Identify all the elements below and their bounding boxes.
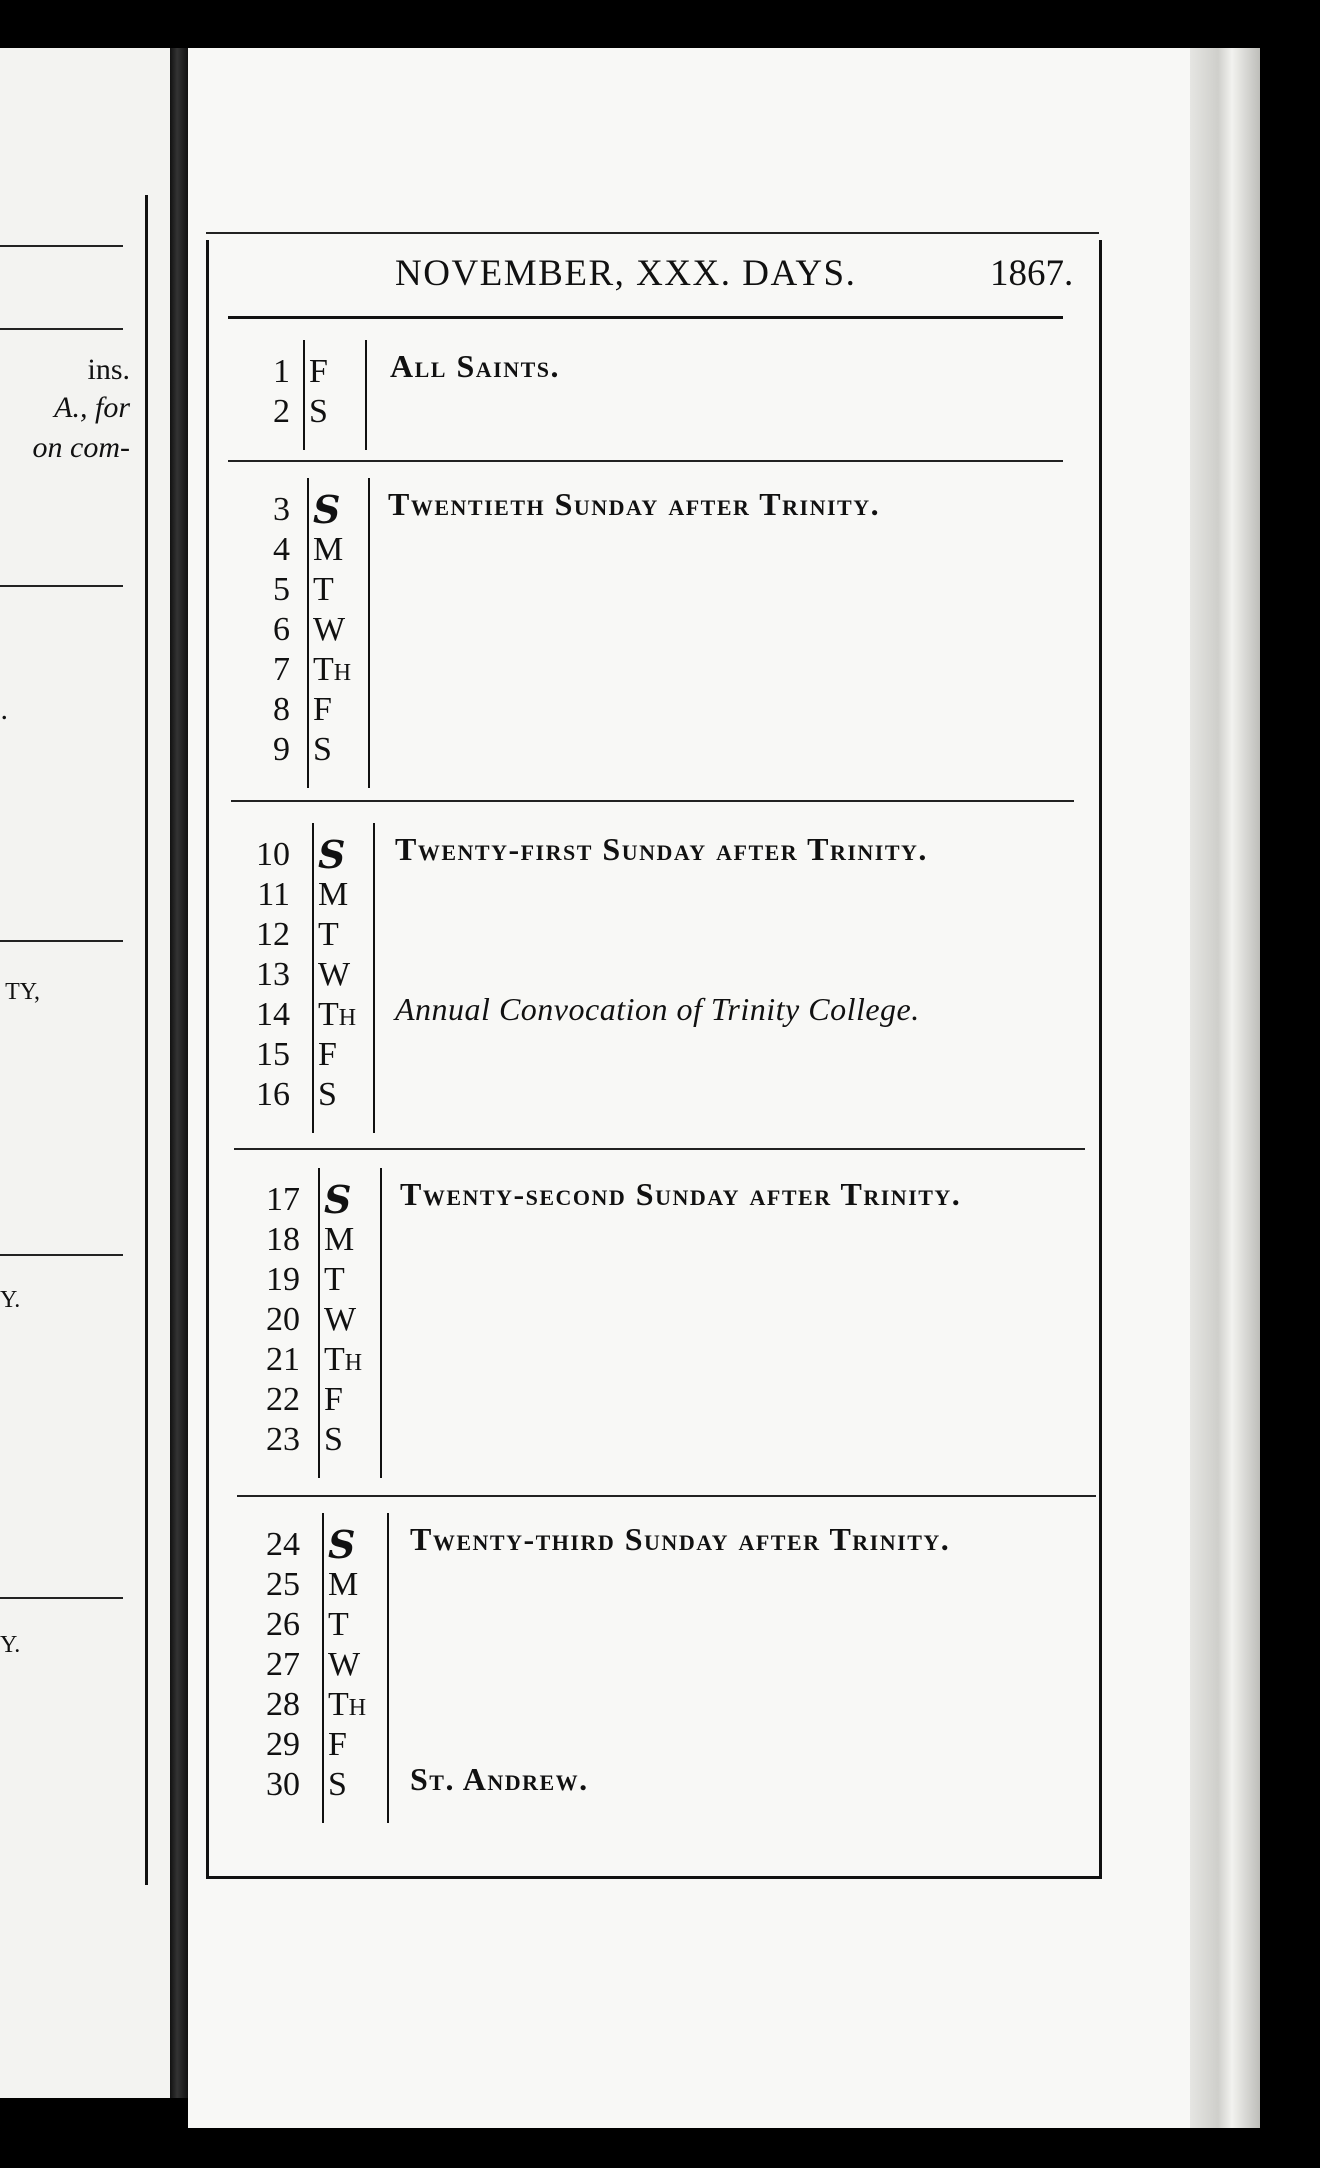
day-number: 4	[273, 531, 290, 568]
weekday-column-rule	[380, 1168, 382, 1478]
weekday-letter-suffix: H	[348, 1695, 367, 1721]
sunday-mark: S	[328, 1522, 356, 1567]
day-number: 28	[266, 1686, 300, 1723]
header-rule	[228, 316, 1063, 319]
weekday-letter: W	[318, 956, 351, 993]
day-number: 8	[273, 691, 290, 728]
weekday-letter-suffix: H	[344, 1350, 363, 1376]
weekday-letter: M	[313, 531, 344, 568]
feast-day-note: Twenty-first Sunday after Trinity.	[395, 831, 928, 867]
facing-page-text: TY,	[5, 979, 40, 1005]
weekday-letter: F	[328, 1726, 347, 1763]
weekday-letter: F	[313, 691, 332, 728]
day-number: 21	[266, 1341, 300, 1378]
week-divider-rule	[237, 1495, 1096, 1497]
weekday-letter: W	[324, 1301, 357, 1338]
calendar-event-note: Annual Convocation of Trinity College.	[395, 991, 920, 1027]
facing-page-rule	[0, 328, 123, 330]
week-divider-rule	[231, 800, 1074, 802]
weekday-letter: S	[324, 1421, 343, 1458]
day-number: 6	[273, 611, 290, 648]
facing-page-text: ins.	[87, 353, 130, 386]
facing-page-text: .	[0, 693, 8, 726]
date-column-rule	[318, 1168, 320, 1478]
facing-page-rule	[0, 940, 123, 942]
week-divider-rule	[234, 1148, 1085, 1150]
frame-top-rule	[206, 232, 1099, 234]
day-number: 23	[266, 1421, 300, 1458]
day-number: 10	[256, 836, 290, 873]
day-number: 15	[256, 1036, 290, 1073]
weekday-letter	[318, 995, 356, 1038]
page-edge	[1190, 48, 1260, 2128]
day-number: 11	[257, 876, 290, 913]
weekday-letter: M	[328, 1566, 359, 1603]
facing-page-rule	[0, 1597, 123, 1599]
page-title: NOVEMBER, XXX. DAYS.	[395, 253, 857, 294]
week-divider-rule	[228, 460, 1063, 462]
day-number: 24	[266, 1526, 300, 1563]
weekday-letter: T	[313, 571, 334, 608]
day-number: 30	[266, 1766, 300, 1803]
page-year: 1867.	[990, 253, 1074, 294]
facing-page-rule	[0, 585, 123, 587]
day-number: 25	[266, 1566, 300, 1603]
weekday-letter-initial: T	[328, 1686, 349, 1723]
weekday-letter: M	[324, 1221, 355, 1258]
day-number: 26	[266, 1606, 300, 1643]
weekday-letter-suffix: H	[338, 1005, 357, 1031]
day-number: 9	[273, 731, 290, 768]
date-column-rule	[303, 340, 305, 450]
day-number: 13	[256, 956, 290, 993]
sunday-mark: S	[324, 1177, 352, 1222]
weekday-column-rule	[365, 340, 367, 450]
weekday-letter: W	[328, 1646, 361, 1683]
weekday-letter: S	[318, 1076, 337, 1113]
weekday-letter: T	[328, 1606, 349, 1643]
weekday-letter: S	[328, 1766, 347, 1803]
weekday-letter: T	[324, 1261, 345, 1298]
day-number: 16	[256, 1076, 290, 1113]
date-column-rule	[312, 823, 314, 1133]
day-number: 18	[266, 1221, 300, 1258]
facing-page-text: Y.	[0, 1632, 21, 1658]
day-number: 5	[273, 571, 290, 608]
date-column-rule	[322, 1513, 324, 1823]
weekday-letter-initial: T	[313, 651, 334, 688]
weekday-letter-initial: T	[318, 996, 339, 1033]
day-number: 27	[266, 1646, 300, 1683]
weekday-letter: S	[309, 393, 328, 430]
day-number: 17	[266, 1181, 300, 1218]
feast-day-note: St. Andrew.	[410, 1761, 589, 1797]
sunday-mark: S	[313, 487, 341, 532]
feast-day-note: Twenty-second Sunday after Trinity.	[400, 1176, 962, 1212]
weekday-letter: M	[318, 876, 349, 913]
day-number: 2	[273, 393, 290, 430]
weekday-letter: T	[318, 916, 339, 953]
facing-page-text: A., for	[54, 391, 130, 424]
weekday-letter-initial: T	[324, 1341, 345, 1378]
feast-day-note: Twentieth Sunday after Trinity.	[388, 486, 881, 522]
weekday-letter	[313, 650, 351, 693]
day-number: 19	[266, 1261, 300, 1298]
facing-page-rule	[0, 1254, 123, 1256]
day-number: 3	[273, 491, 290, 528]
day-number: 22	[266, 1381, 300, 1418]
day-number: 12	[256, 916, 290, 953]
feast-day-note: Twenty-third Sunday after Trinity.	[410, 1521, 951, 1557]
date-column-rule	[307, 478, 309, 788]
weekday-letter: W	[313, 611, 346, 648]
weekday-letter: S	[313, 731, 332, 768]
weekday-letter	[324, 1340, 362, 1383]
feast-day-note: All Saints.	[390, 348, 560, 384]
day-number: 14	[256, 996, 290, 1033]
facing-page-text: on com-	[32, 431, 130, 464]
sunday-mark: S	[318, 832, 346, 877]
book-gutter	[170, 48, 188, 2098]
weekday-letter-suffix: H	[333, 660, 352, 686]
facing-page-rule	[0, 245, 123, 247]
weekday-column-rule	[368, 478, 370, 788]
day-number: 29	[266, 1726, 300, 1763]
weekday-letter: F	[309, 353, 328, 390]
weekday-letter: F	[324, 1381, 343, 1418]
day-number: 7	[273, 651, 290, 688]
facing-page-text: Y.	[0, 1287, 21, 1313]
weekday-column-rule	[373, 823, 375, 1133]
weekday-column-rule	[387, 1513, 389, 1823]
weekday-letter	[328, 1685, 366, 1728]
day-number: 1	[273, 353, 290, 390]
day-number: 20	[266, 1301, 300, 1338]
weekday-letter: F	[318, 1036, 337, 1073]
